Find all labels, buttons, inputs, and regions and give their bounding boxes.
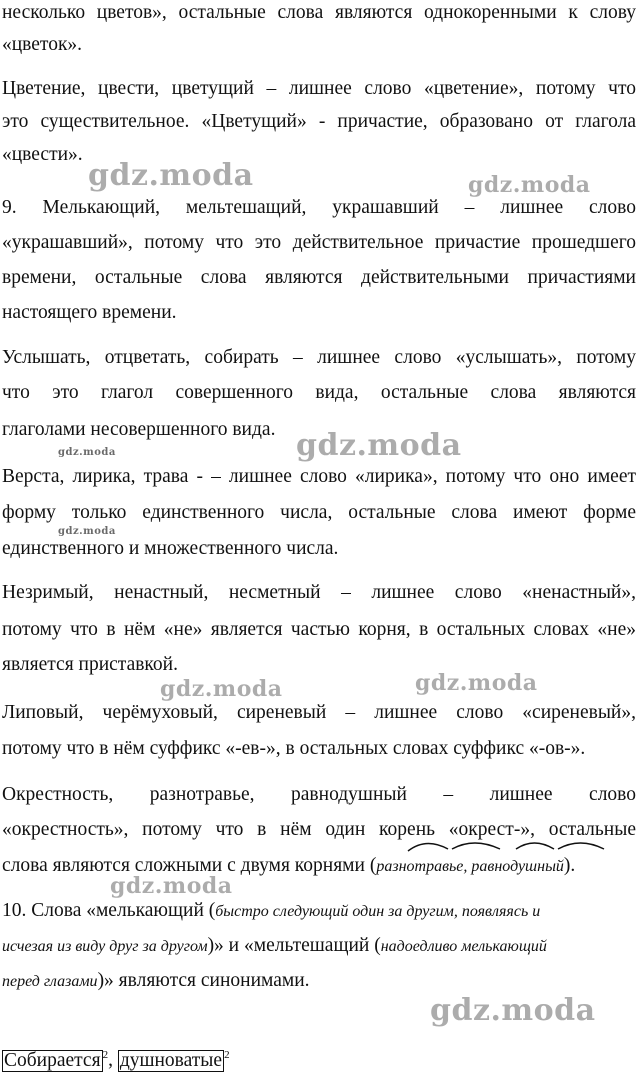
text-line: «окрестность», потому что в нём один корень «окрест-», остальные bbox=[2, 819, 636, 840]
superscript-mark: 2 bbox=[224, 1049, 230, 1061]
text-line: Липовый, черёмуховый, сиреневый – лишнее слово «сиреневый», bbox=[2, 702, 636, 723]
watermark-logo: gdz.moda bbox=[415, 670, 538, 696]
text-line: Верста, лирика, трава - – лишнее слово «лирика», потому что оно имеет bbox=[2, 466, 636, 487]
watermark-logo: gdz.moda bbox=[110, 873, 233, 899]
text-line: «украшавший», потому что это действительное причастие прошедшего bbox=[2, 232, 636, 253]
text-fragment: 10. Слова «мелькающий ( bbox=[2, 900, 216, 921]
text-line: потому что в нём «не» является частью корня, в остальных словах «не» bbox=[2, 619, 636, 640]
watermark-logo: gdz.moda bbox=[160, 676, 283, 702]
text-line: Окрестность, разнотравье, равнодушный – лишнее слово bbox=[2, 784, 636, 805]
text-fragment: слова являются сложными с двумя корнями ( bbox=[2, 855, 377, 876]
word-analysis-line bbox=[2, 1043, 230, 1073]
italic-definition-2-end: перед глазами bbox=[2, 973, 98, 990]
italic-definition-2: надоедливо мелькающий bbox=[380, 938, 547, 955]
text-line: Незримый, ненастный, несметный – лишнее слово «ненастный», bbox=[2, 582, 636, 603]
text-line: Услышать, отцветать, собирать – лишнее слово «услышать», потому bbox=[2, 347, 636, 368]
text-line bbox=[2, 968, 636, 994]
watermark-logo-small: gdz.moda bbox=[58, 447, 116, 458]
text-line: 9. Мелькающий, мельтешащий, украшавший – лишнее слово bbox=[2, 197, 636, 218]
text-line: несколько цветов», остальные слова являются однокоренными к слову bbox=[2, 2, 636, 23]
italic-roots-example: разнотравье, равнодушный bbox=[376, 858, 564, 875]
watermark-logo: gdz.moda bbox=[468, 172, 591, 198]
text-line: Цветение, цвести, цветущий – лишнее слово «цветение», потому что bbox=[2, 78, 636, 99]
text-line bbox=[2, 898, 636, 924]
watermark-logo: gdz.moda bbox=[430, 993, 596, 1028]
text-line: является приставкой. bbox=[2, 654, 178, 675]
separator: , bbox=[108, 1049, 118, 1071]
superscript-mark: 2 bbox=[102, 1049, 109, 1061]
text-fragment: )» являются синонимами. bbox=[97, 970, 310, 991]
text-line: форму только единственного числа, остальные слова имеют форме bbox=[2, 502, 636, 523]
word-analysis-2: душноватые bbox=[119, 1049, 223, 1071]
text-line: это существительное. «Цветущий» - причастие, образовано от глагола bbox=[2, 111, 636, 132]
text-fragment: ). bbox=[563, 855, 576, 876]
text-line: единственного и множественного числа. bbox=[2, 538, 339, 559]
italic-definition-1-end: исчезая из виду друг за другом bbox=[2, 938, 208, 955]
italic-definition-1: быстро следующий один за другим, появляясь и bbox=[215, 903, 541, 920]
text-line: «цветок». bbox=[2, 34, 83, 55]
text-line: глаголами несовершенного вида. bbox=[2, 419, 276, 440]
watermark-logo: gdz.moda bbox=[88, 158, 254, 193]
text-line: потому что в нём суффикс «-ев-», в остальных словах суффикс «-ов-». bbox=[2, 738, 586, 759]
text-line: времени, остальные слова являются действительными причастиями bbox=[2, 267, 636, 288]
root-arcs-icon bbox=[404, 835, 624, 855]
watermark-logo-small: gdz.moda bbox=[58, 526, 116, 537]
text-fragment: )» и «мельтешащий ( bbox=[207, 935, 381, 956]
text-line bbox=[2, 933, 636, 959]
text-line: что это глагол совершенного вида, остальные слова являются bbox=[2, 382, 636, 403]
text-line: «цвести». bbox=[2, 144, 83, 165]
word-analysis-1: Собирается bbox=[4, 1049, 101, 1071]
text-line bbox=[2, 853, 636, 879]
watermark-logo: gdz.moda bbox=[296, 428, 462, 463]
text-line: настоящего времени. bbox=[2, 302, 177, 323]
